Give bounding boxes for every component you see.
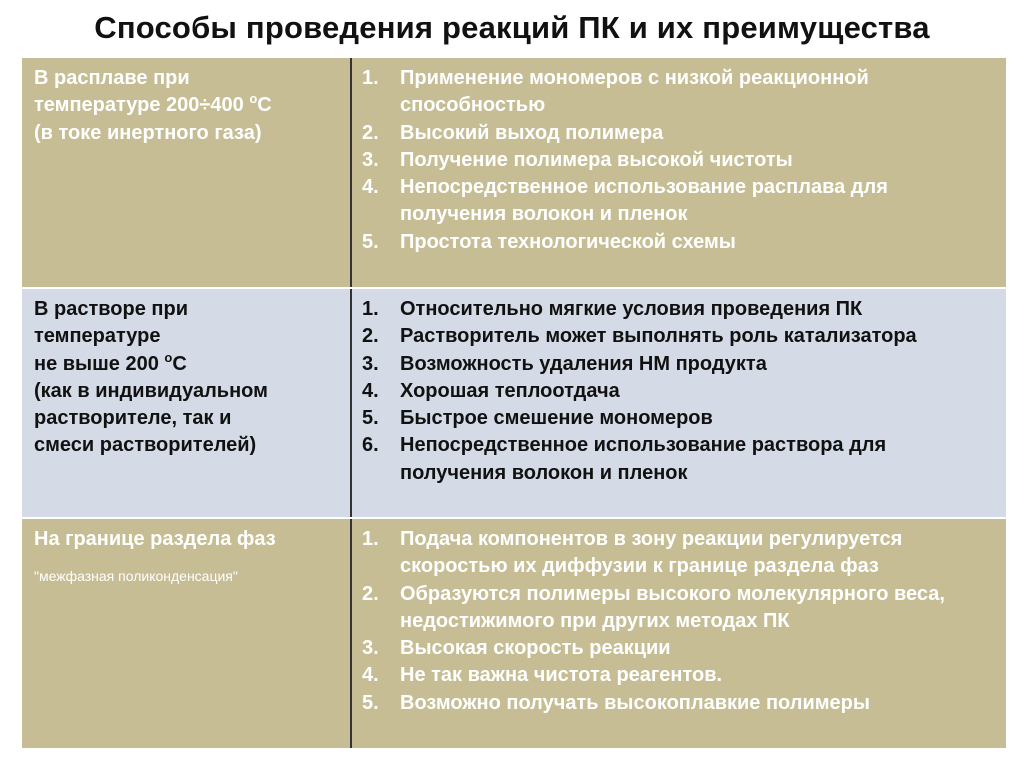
item-number: 6. [362, 434, 379, 457]
item-number: 4. [362, 664, 379, 687]
methods-table [22, 58, 1006, 748]
item-text: Непосредственное использование расплава для получения волокон и пленок [400, 176, 888, 226]
list-item [362, 147, 992, 174]
slide-title: Способы проведения реакций ПК и их преимущества [94, 10, 930, 45]
item-number: 5. [362, 230, 379, 253]
item-text: Применение мономеров с низкой реакционной способностью [400, 67, 869, 117]
item-number: 5. [362, 691, 379, 714]
item-number: 2. [362, 121, 379, 144]
list-item [362, 174, 992, 229]
temp-unit: C [257, 94, 272, 117]
item-text: Не так важна чистота реагентов. [400, 664, 723, 687]
list-item [362, 229, 992, 256]
method-line: В расплаве при [34, 67, 190, 89]
method-line: (в токе инертного газа) [34, 121, 262, 144]
advantages-cell-interface [351, 518, 1006, 748]
list-item [362, 690, 992, 717]
advantages-cell-solution [351, 288, 1006, 518]
list-item [362, 65, 992, 120]
item-text: Подача компонентов в зону реакции регулируется скоростью их диффузии к границе раздела фаз [400, 528, 903, 578]
list-item [362, 526, 992, 581]
item-number: 2. [362, 582, 379, 605]
item-number: 5. [362, 407, 379, 430]
list-item [362, 581, 992, 636]
item-number: 4. [362, 379, 379, 402]
list-item [362, 351, 992, 378]
item-number: 1. [362, 528, 379, 550]
list-item [362, 635, 992, 662]
degree-sup: o [249, 91, 258, 107]
table-row [22, 518, 1006, 748]
method-line: смеси растворителей) [34, 434, 257, 457]
item-number: 4. [362, 176, 379, 199]
method-cell-solution [22, 288, 351, 518]
method-line: В растворе при [34, 298, 188, 320]
method-line [34, 92, 350, 119]
table-row [22, 58, 1006, 288]
advantages-list [362, 296, 992, 487]
advantages-list [362, 65, 992, 256]
list-item [362, 378, 992, 405]
item-number: 3. [362, 637, 379, 660]
item-number: 2. [362, 325, 379, 348]
temp-unit: C [172, 352, 187, 375]
advantages-list [362, 526, 992, 717]
item-text: Высокий выход полимера [400, 121, 664, 144]
list-item [362, 120, 992, 147]
item-text: Высокая скорость реакции [400, 637, 671, 660]
item-text: Быстрое смешение мономеров [400, 407, 713, 430]
method-line [34, 351, 350, 378]
list-item [362, 662, 992, 689]
list-item [362, 432, 992, 487]
item-number: 1. [362, 67, 379, 89]
degree-sup: o [164, 349, 173, 365]
item-text: Получение полимера высокой чистоты [400, 148, 793, 171]
method-line: температуре [34, 325, 161, 348]
list-item [362, 296, 992, 323]
list-item [362, 323, 992, 350]
item-text: Образуются полимеры высокого молекулярного веса, недостижимого при других методах ПК [400, 582, 945, 632]
list-item [362, 405, 992, 432]
item-number: 3. [362, 148, 379, 171]
table-row [22, 288, 1006, 518]
item-text: Возможность удаления НМ продукта [400, 352, 767, 375]
item-text: Растворитель может выполнять роль катализатора [400, 325, 917, 348]
method-line: На границе раздела фаз [34, 528, 276, 550]
advantages-cell-melt [351, 58, 1006, 288]
item-number: 3. [362, 352, 379, 375]
item-text: Хорошая теплоотдача [400, 379, 620, 402]
item-text: Возможно получать высокоплавкие полимеры [400, 691, 870, 714]
item-text: Относительно мягкие условия проведения ПК [400, 298, 863, 320]
method-line-text: не выше 200 [34, 352, 159, 375]
method-cell-melt [22, 58, 351, 288]
method-line-text: температуре 200÷400 [34, 94, 244, 117]
item-number: 1. [362, 298, 379, 320]
method-line: растворителе, так и [34, 407, 232, 430]
method-note: "межфазная поликонденсация" [34, 568, 238, 585]
method-line: (как в индивидуальном [34, 379, 268, 402]
item-text: Непосредственное использование раствора для получения волокон и пленок [400, 434, 887, 484]
method-cell-interface [22, 518, 351, 748]
item-text: Простота технологической схемы [400, 230, 736, 253]
